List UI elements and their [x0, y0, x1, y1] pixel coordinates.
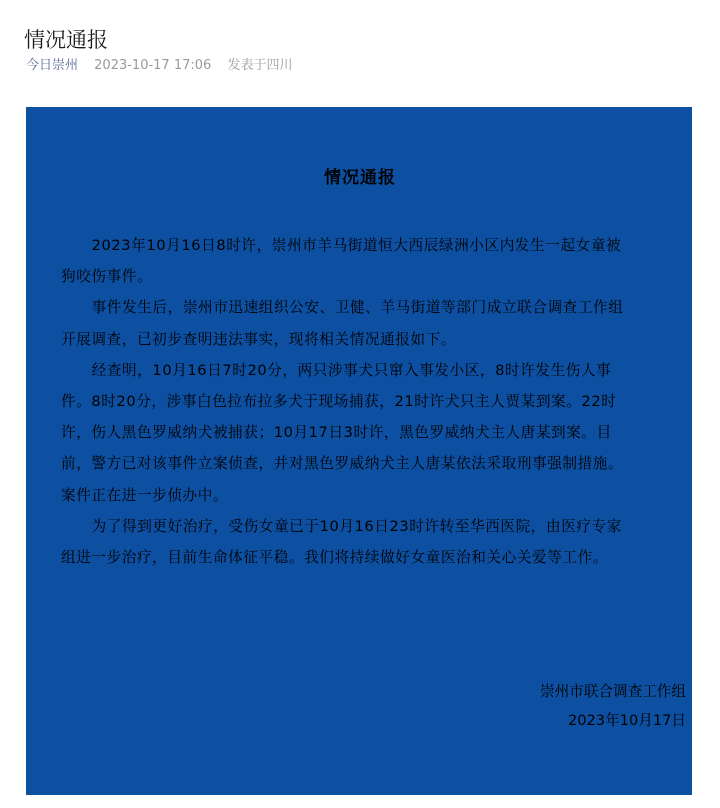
notice-paragraph: 2023年10月16日8时许，崇州市羊马街道恒大西辰绿洲小区内发生一起女童被狗咬伤事件。 — [61, 237, 622, 286]
article-meta — [26, 56, 292, 76]
publish-time: 2023-10-17 17:06 — [94, 58, 212, 73]
account-name-link[interactable]: 今日崇州 — [26, 58, 79, 73]
publish-location: 发表于四川 — [227, 58, 293, 73]
notice-date: 2023年10月17日 — [567, 712, 686, 729]
notice-signature: 崇州市联合调查工作组 — [540, 683, 686, 700]
article-title: 情况通报 — [24, 28, 108, 53]
notice-paragraph: 经查明，10月16日7时20分，两只涉事犬只窜入事发小区，8时许发生伤人事件。8时20分，涉事白色拉布拉多犬于现场捕获，21时许犬只主人贾某到案。22时许，伤人黑色罗威纳犬被捕获；10月17日3时许，黑色罗威纳犬主人唐某到案。目前，警方已对该事件立案侦查，并对黑色罗威纳犬主人唐某依法采取刑事强制措施。案件正在进一步侦办中。 — [61, 361, 624, 504]
notice-paragraph: 事件发生后，崇州市迅速组织公安、卫健、羊马街道等部门成立联合调查工作组开展调查，已初步查明违法事实，现将相关情况通报如下。 — [61, 299, 624, 348]
notice-paragraph: 为了得到更好治疗，受伤女童已于10月16日23时许转至华西医院，由医疗专家组进一步治疗，目前生命体征平稳。我们将持续做好女童医治和关心关爱等工作。 — [61, 517, 622, 567]
notice-title: 情况通报 — [324, 168, 396, 188]
notice-body — [61, 230, 627, 573]
